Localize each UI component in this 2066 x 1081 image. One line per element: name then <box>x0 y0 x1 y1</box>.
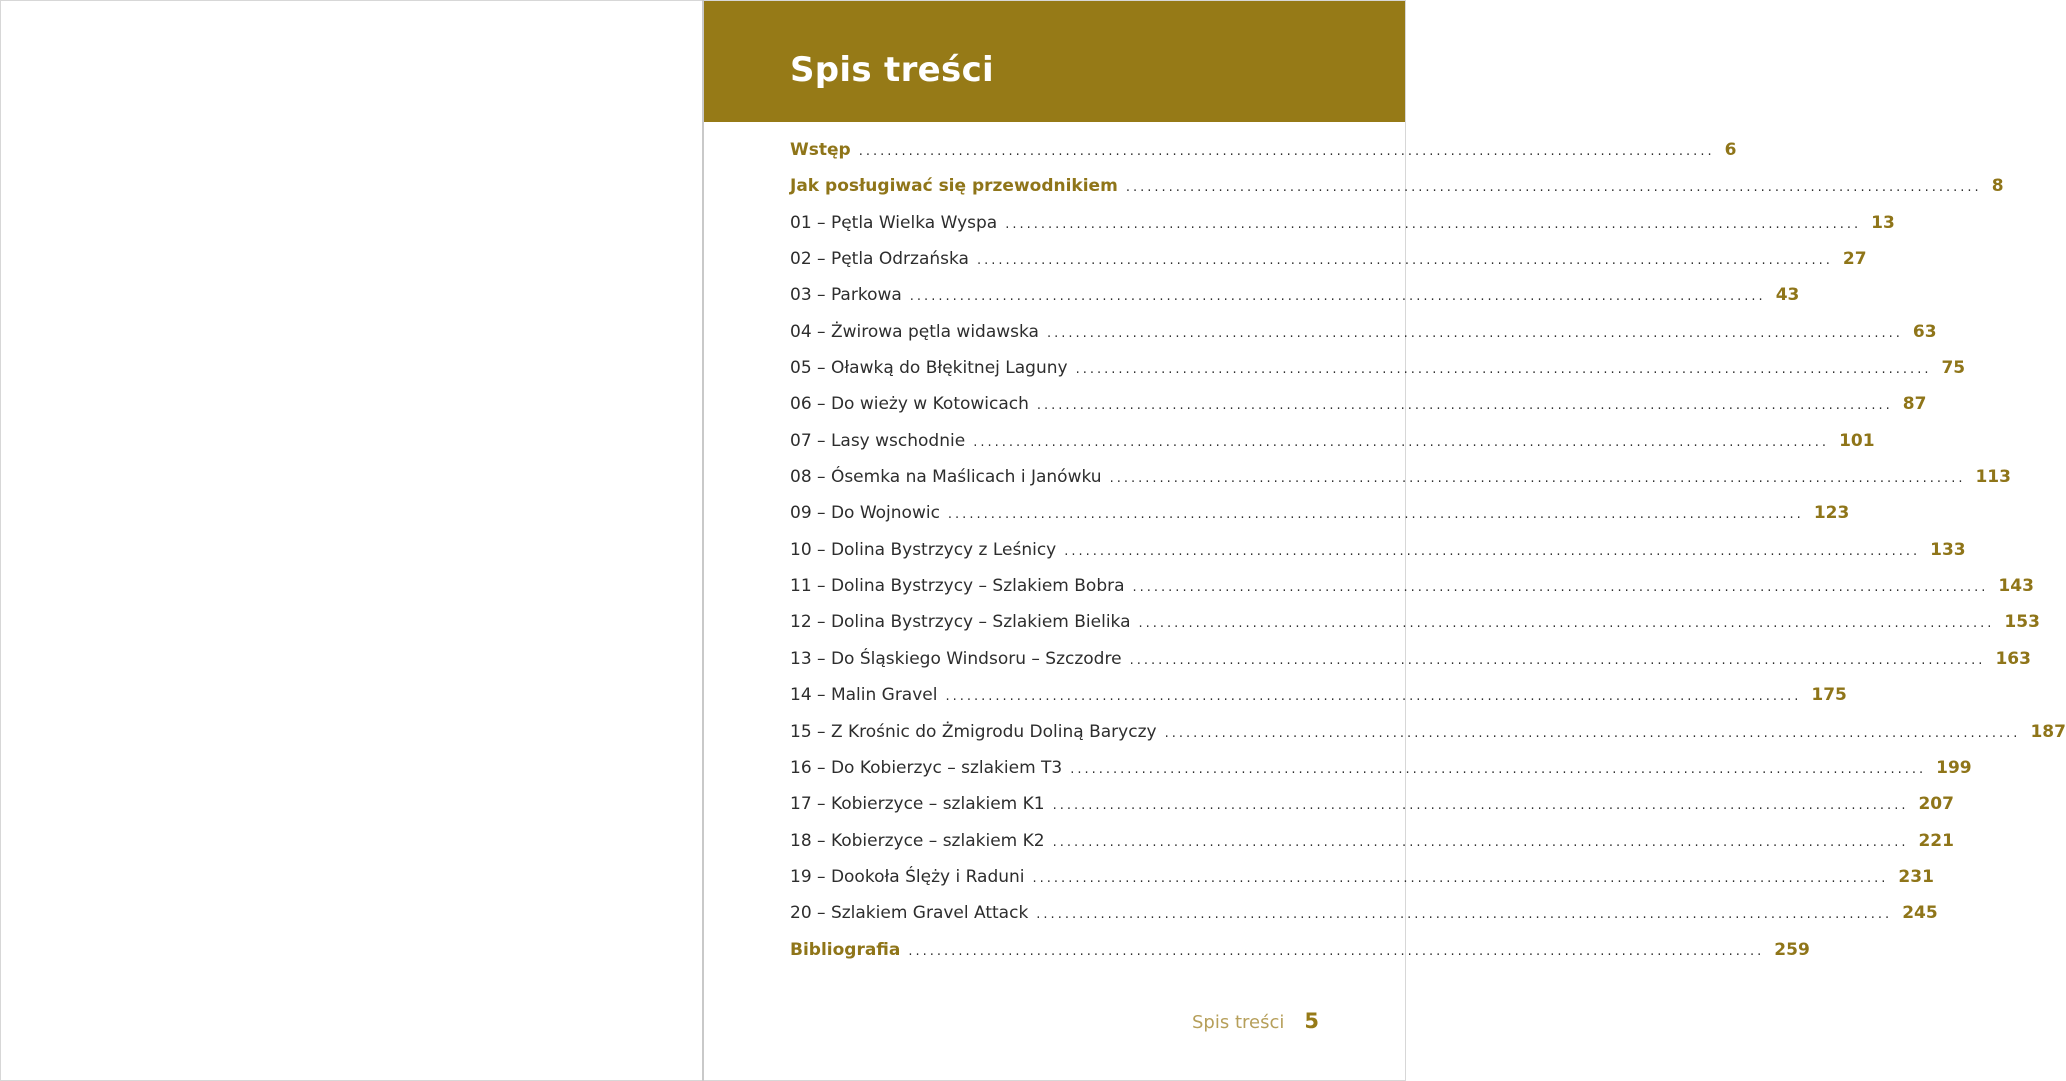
toc-entry[interactable] <box>790 467 2011 503</box>
toc-entry[interactable] <box>790 757 1972 794</box>
toc-entry[interactable] <box>790 939 1810 976</box>
toc-entry-page: 113 <box>1975 467 2011 488</box>
toc-entry-page: 231 <box>1898 866 1934 887</box>
toc-entry[interactable] <box>790 721 2066 758</box>
dot-leader: ........................................................................................................................ <box>1036 398 1893 414</box>
toc-entry-page: 187 <box>2030 721 2066 742</box>
dot-leader: ........................................................................................................................ <box>1064 543 1921 559</box>
dot-leader: ........................................................................................................................ <box>973 434 1830 450</box>
dot-leader: ........................................................................................................................ <box>1129 652 1986 668</box>
dot-leader: ........................................................................................................................ <box>1109 471 1966 487</box>
toc-entry-title: 06 – Do wieży w Kotowicach <box>790 394 1029 415</box>
toc-entry[interactable] <box>790 576 2034 612</box>
dot-leader: ........................................................................................................................ <box>1005 216 1862 232</box>
toc-entry-page: 175 <box>1811 685 1847 706</box>
toc-entry-page: 133 <box>1930 539 1966 560</box>
toc-entry-page: 13 <box>1871 212 1895 233</box>
toc-entry[interactable] <box>790 212 1895 249</box>
dot-leader: ........................................................................................................................ <box>945 689 1802 705</box>
toc-entry-page: 245 <box>1902 903 1938 924</box>
page-number: 5 <box>1304 1009 1319 1033</box>
toc-entry-page: 101 <box>1839 430 1875 451</box>
toc-entry-title: 07 – Lasy wschodnie <box>790 430 966 451</box>
toc-entry[interactable] <box>790 176 2004 212</box>
page-footer <box>1192 1009 1319 1033</box>
left-page <box>0 0 703 1081</box>
toc-entry-page: 8 <box>1991 176 2004 197</box>
dot-leader: ........................................................................................................................ <box>1070 761 1927 777</box>
toc-entry-page: 87 <box>1902 394 1927 415</box>
toc-entry-title: 16 – Do Kobierzyc – szlakiem T3 <box>790 757 1063 778</box>
toc-entry[interactable] <box>790 394 1927 430</box>
toc-entry-page: 259 <box>1774 939 1810 960</box>
toc-entry[interactable] <box>790 321 1937 358</box>
toc-entry-page: 163 <box>1995 648 2031 669</box>
toc-entry[interactable] <box>790 539 1966 576</box>
toc-entry-title: 03 – Parkowa <box>790 285 902 306</box>
toc-entry-page: 199 <box>1936 757 1972 778</box>
toc-entry-page: 207 <box>1918 794 1954 815</box>
dot-leader: ........................................................................................................................ <box>1138 616 1995 632</box>
toc-entry[interactable] <box>790 140 1737 176</box>
toc-entry-title: Wstęp <box>790 140 851 160</box>
toc-entry-title: 09 – Do Wojnowic <box>790 503 940 524</box>
dot-leader: ........................................................................................................................ <box>1164 725 2021 741</box>
toc-entry[interactable] <box>790 285 1800 321</box>
dot-leader: ........................................................................................................................ <box>976 253 1833 269</box>
right-page <box>704 0 2066 1081</box>
toc-entry-page: 27 <box>1842 249 1867 270</box>
toc-entry-title: 10 – Dolina Bystrzycy z Leśnicy <box>790 539 1057 560</box>
toc-entry-title: 04 – Żwirowa pętla widawska <box>790 321 1039 342</box>
table-of-contents <box>790 140 2066 976</box>
dot-leader: ........................................................................................................................ <box>1032 870 1889 886</box>
toc-entry-title: 05 – Oławką do Błękitnej Laguny <box>790 358 1068 379</box>
dot-leader: ........................................................................................................................ <box>947 507 1804 523</box>
title-band <box>704 1 1405 122</box>
dot-leader: ........................................................................................................................ <box>908 943 1765 959</box>
dot-leader: ........................................................................................................................ <box>1132 580 1989 596</box>
toc-entry-title: 19 – Dookoła Ślęży i Raduni <box>790 866 1025 887</box>
toc-entry-title: 14 – Malin Gravel <box>790 685 938 706</box>
toc-entry-page: 221 <box>1918 830 1954 851</box>
toc-entry-title: 01 – Pętla Wielka Wyspa <box>790 212 998 233</box>
toc-entry-page: 6 <box>1724 140 1737 160</box>
toc-entry[interactable] <box>790 612 2040 648</box>
dot-leader: ........................................................................................................................ <box>1046 325 1903 341</box>
dot-leader: ........................................................................................................................ <box>1075 362 1932 378</box>
toc-entry[interactable] <box>790 430 1875 467</box>
toc-entry[interactable] <box>790 794 1954 830</box>
toc-entry[interactable] <box>790 830 1954 867</box>
dot-leader: ........................................................................................................................ <box>909 289 1766 305</box>
toc-entry-title: 08 – Ósemka na Maślicach i Janówku <box>790 467 1102 488</box>
toc-entry-title: 20 – Szlakiem Gravel Attack <box>790 903 1029 924</box>
toc-entry-title: Jak posługiwać się przewodnikiem <box>790 176 1118 197</box>
toc-entry-page: 43 <box>1775 285 1800 306</box>
toc-entry-title: 02 – Pętla Odrzańska <box>790 249 969 270</box>
toc-entry-page: 143 <box>1998 576 2034 597</box>
page-title: Spis treści <box>790 50 994 90</box>
toc-entry[interactable] <box>790 866 1934 903</box>
toc-entry-title: 17 – Kobierzyce – szlakiem K1 <box>790 794 1045 815</box>
toc-entry-page: 153 <box>2004 612 2040 633</box>
toc-entry-title: 15 – Z Krośnic do Żmigrodu Doliną Baryczy <box>790 721 1157 742</box>
running-footer-label: Spis treści <box>1192 1012 1285 1033</box>
dot-leader: ........................................................................................................................ <box>1036 907 1893 923</box>
toc-entry[interactable] <box>790 685 1847 721</box>
dot-leader: ........................................................................................................................ <box>1125 180 1982 196</box>
dot-leader: ........................................................................................................................ <box>1052 834 1909 850</box>
dot-leader: ........................................................................................................................ <box>1052 798 1909 814</box>
toc-entry-page: 123 <box>1813 503 1850 524</box>
toc-entry[interactable] <box>790 503 1850 539</box>
toc-entry-title: 11 – Dolina Bystrzycy – Szlakiem Bobra <box>790 576 1125 597</box>
dot-leader: ........................................................................................................................ <box>858 144 1715 159</box>
toc-entry-title: 18 – Kobierzyce – szlakiem K2 <box>790 830 1045 851</box>
toc-entry[interactable] <box>790 358 1966 394</box>
toc-entry[interactable] <box>790 648 2031 685</box>
toc-entry[interactable] <box>790 903 1938 939</box>
toc-entry-page: 63 <box>1912 321 1937 342</box>
toc-entry-title: Bibliografia <box>790 939 901 960</box>
toc-entry-page: 75 <box>1941 358 1966 379</box>
toc-entry-title: 13 – Do Śląskiego Windsoru – Szczodre <box>790 648 1122 669</box>
toc-entry[interactable] <box>790 249 1867 285</box>
toc-entry-title: 12 – Dolina Bystrzycy – Szlakiem Bielika <box>790 612 1131 633</box>
